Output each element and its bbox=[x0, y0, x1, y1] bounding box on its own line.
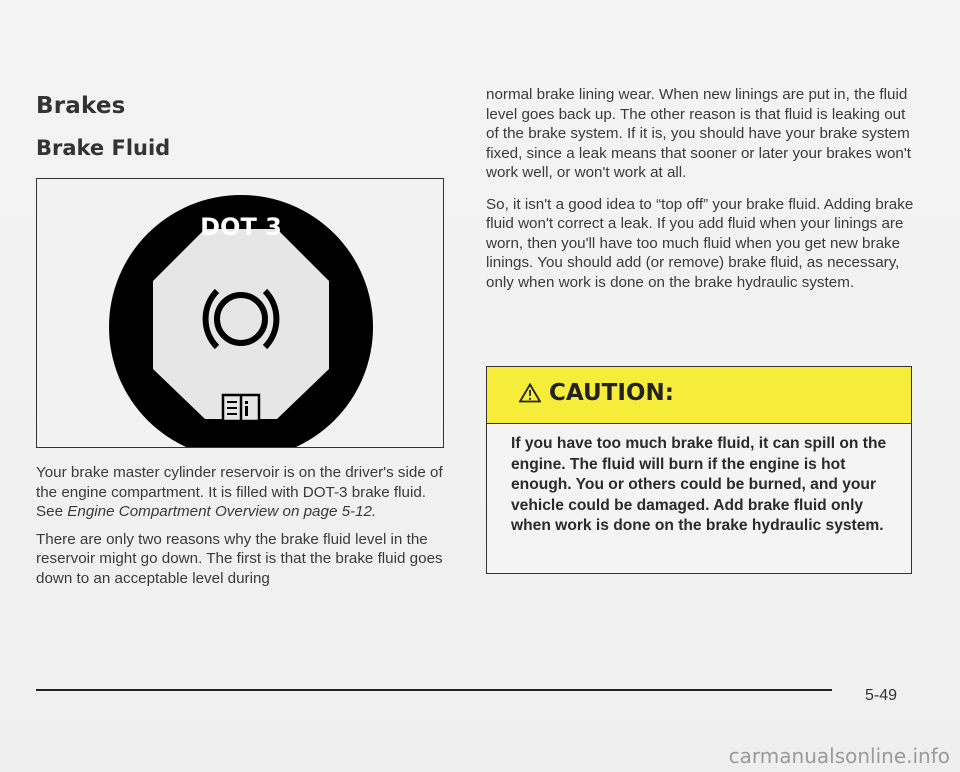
right-column-text bbox=[486, 85, 920, 304]
brake-fluid-cap-illustration bbox=[37, 179, 444, 448]
brake-fluid-cap-figure bbox=[36, 178, 444, 448]
page-number: 5-49 bbox=[865, 687, 898, 704]
warning-triangle-icon bbox=[519, 383, 541, 403]
reservoir-text: Your brake master cylinder reservoir is on the driver's side of the engine compartment. It is filled with DOT-3 brake fluid. See bbox=[36, 464, 443, 520]
left-column-text bbox=[36, 463, 456, 600]
caution-label-text: CAUTION: bbox=[549, 380, 674, 406]
caution-message: If you have too much brake fluid, it can spill on the engine. The fluid will burn if the engine is hot enough. You or others could be burned, and your vehicle could be damaged. Add brake fluid only when work is done on the brake hydraulic system. bbox=[511, 435, 887, 535]
section-title: Brakes bbox=[36, 93, 126, 119]
owners-manual-icon bbox=[223, 395, 259, 421]
subsection-title: Brake Fluid bbox=[36, 136, 171, 160]
caution-box bbox=[486, 366, 912, 574]
watermark: carmanualsonline.info bbox=[728, 744, 950, 768]
cap-label-dot3: DOT 3 bbox=[200, 213, 282, 241]
paragraph-fluid-level: There are only two reasons why the brake fluid level in the reservoir might go down. The first is that the brake fluid goes down to an acceptable level during bbox=[36, 530, 443, 587]
paragraph-reservoir-location bbox=[36, 463, 456, 522]
caution-header-bar bbox=[487, 367, 911, 424]
paragraph-top-off: So, it isn't a good idea to “top off” your brake fluid. Adding brake fluid won't correct a leak. If you add fluid when your linings are worn, then you'll have too much fluid when you get new brake linings. You should add (or remove) brake fluid, as necessary, only when work is done on the brake hydraulic system. bbox=[486, 195, 914, 291]
paragraph-lining-wear: normal brake lining wear. When new linings are put in, the fluid level goes back up. The other reason is that fluid is leaking out of the brake system. If it is, you should have your brake system fixed, since a leak means that sooner or later your brakes won't work well, or won't work at all. bbox=[486, 86, 911, 181]
engine-compartment-reference-link[interactable]: Engine Compartment Overview on page 5-12. bbox=[67, 503, 377, 520]
footer-rule bbox=[36, 689, 832, 691]
caution-label bbox=[519, 380, 674, 406]
cap-octagon bbox=[153, 229, 329, 419]
